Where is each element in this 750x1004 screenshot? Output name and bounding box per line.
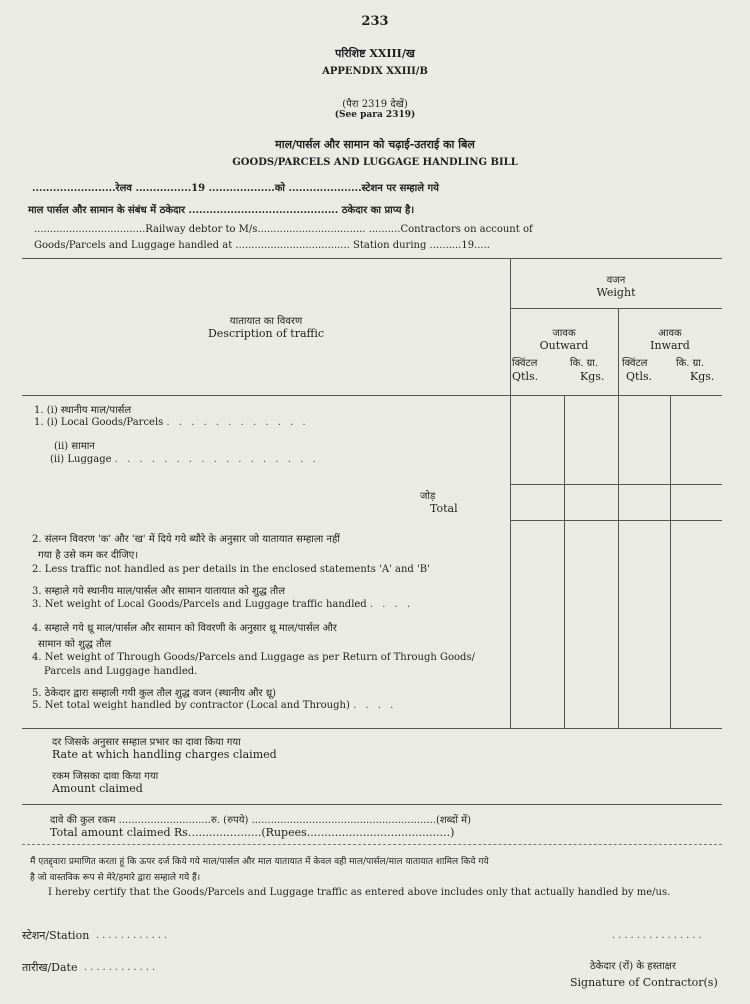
bill-title-hindi: माल/पार्सल और सामान को चढ़ाई-उतराई का बिल bbox=[275, 138, 475, 151]
weight-header-english: Weight bbox=[596, 286, 636, 299]
inward-header-english: Inward bbox=[650, 339, 690, 352]
inward-qtls-kgs-divider bbox=[670, 395, 671, 728]
row-net-through-hindi-2: सामान को शुद्ध तौल bbox=[38, 639, 112, 650]
inward-kgs-english: Kgs. bbox=[690, 370, 715, 383]
weight-header-rule bbox=[510, 308, 722, 309]
rate-label-english: Rate at which handling charges claimed bbox=[52, 748, 277, 761]
bill-title-english: GOODS/PARCELS AND LUGGAGE HANDLING BILL bbox=[232, 157, 518, 168]
inward-qtls-english: Qtls. bbox=[626, 370, 653, 383]
para-reference-hindi: (पैरा 2319 देखें) bbox=[342, 99, 408, 110]
total-bottom-rule bbox=[510, 520, 722, 521]
outward-header-hindi: जावक bbox=[552, 328, 576, 339]
inward-kgs-hindi: कि. ग्रा. bbox=[676, 358, 705, 369]
outward-inward-divider bbox=[618, 308, 619, 728]
description-header-hindi: यातायात का विवरण bbox=[229, 316, 303, 327]
row-less-traffic-hindi-2: गया है उसे कम कर दीजिए। bbox=[38, 550, 139, 561]
appendix-title-english: APPENDIX XXIII/B bbox=[322, 66, 428, 77]
claim-bottom-rule bbox=[22, 844, 722, 845]
outward-kgs-english: Kgs. bbox=[580, 370, 605, 383]
intro-line-hindi-2: माल पार्सल और सामान के संबंध में ठकेदार ........................................... ठकेदार का प्राप्य है। bbox=[28, 205, 415, 216]
inward-header-hindi: आवक bbox=[658, 328, 682, 339]
row-net-through-english-2: Parcels and Luggage handled. bbox=[44, 666, 198, 677]
certificate-english: I hereby certify that the Goods/Parcels and Luggage traffic as entered above includes only that actually handled by me/us. bbox=[48, 887, 671, 898]
row-net-through-hindi-1: 4. सम्हाले गये थ्रू माल/पार्सल और सामान को विवरणी के अनुसार थ्रू माल/पार्सल और bbox=[32, 623, 337, 634]
certificate-hindi-1: मैं एतद्द्वारा प्रमाणित करता हूं कि ऊपर दर्ज किये गये माल/पार्सल और माल यातायात में केवल वही माल/पार्सल/माल यातायात शामिल किये गये bbox=[30, 857, 489, 867]
row-local-goods-english: 1. (i) Local Goods/Parcels . . . . . . . . . . . . bbox=[34, 417, 309, 428]
description-header-english: Description of traffic bbox=[207, 327, 324, 340]
table-bottom-rule bbox=[22, 728, 722, 729]
amount-label-english: Amount claimed bbox=[52, 782, 143, 795]
para-reference-english: (See para 2319) bbox=[334, 110, 416, 120]
row-less-traffic-hindi-1: 2. संलग्न विवरण 'क' और 'ख' में दिये गये ब्यौरे के अनुसार जो यातायात सम्हाला नहीं bbox=[32, 534, 340, 545]
outward-qtls-hindi: क्विंटल bbox=[512, 358, 538, 369]
outward-header-english: Outward bbox=[539, 339, 589, 352]
row-net-total-english: 5. Net total weight handled by contractor (Local and Through) . . . . bbox=[32, 700, 397, 711]
row-net-through-english-1: 4. Net weight of Through Goods/Parcels and Luggage as per Return of Through Goods/ bbox=[32, 652, 475, 663]
signature-label-hindi: ठेकेदार (रों) के हस्ताक्षर bbox=[590, 961, 676, 972]
appendix-title-hindi: परिशिष्ट XXIII/ख bbox=[335, 47, 415, 60]
total-top-rule bbox=[510, 484, 722, 485]
intro-line-english-1: ...................................Railway debtor to M/s.................................. ..........Contractors on account of bbox=[34, 224, 533, 235]
station-label: स्टेशन/Station bbox=[22, 929, 90, 942]
outward-kgs-hindi: कि. ग्रा. bbox=[570, 358, 599, 369]
intro-line-hindi-1: ........................रेलव ................19 ...................को .....................स्टेशन पर सम्हाले गये bbox=[32, 183, 439, 194]
outward-qtls-english: Qtls. bbox=[512, 370, 539, 383]
row-total-hindi: जोड़ bbox=[420, 491, 436, 502]
total-claim-hindi: दावे की कुल रकम .............................रु. (रुपये) ..........................................................(शब्दों में) bbox=[50, 815, 471, 826]
row-net-local-english: 3. Net weight of Local Goods/Parcels and Luggage traffic handled . . . . bbox=[32, 599, 414, 610]
row-net-local-hindi: 3. सम्हाले गये स्थानीय माल/पार्सल और सामान यातायात को शुद्ध तौल bbox=[32, 586, 286, 597]
row-net-total-hindi: 5. ठेकेदार द्वारा सम्हाली गयी कुल तौल शुद्ध वजन (स्थानीय और थ्रू) bbox=[32, 688, 277, 699]
intro-line-english-2: Goods/Parcels and Luggage handled at .................................... Station during ..........19..... bbox=[34, 240, 490, 251]
row-luggage-hindi: (ii) सामान bbox=[54, 441, 95, 452]
inward-qtls-hindi: क्विंटल bbox=[622, 358, 648, 369]
signature-label-english: Signature of Contractor(s) bbox=[570, 976, 718, 989]
date-label: तारीख/Date bbox=[22, 961, 78, 974]
row-total-english: Total bbox=[430, 502, 458, 515]
outward-qtls-kgs-divider bbox=[564, 395, 565, 728]
weight-header-hindi: वजन bbox=[606, 275, 626, 286]
row-local-goods-hindi: 1. (i) स्थानीय माल/पार्सल bbox=[34, 405, 132, 416]
table-top-rule bbox=[22, 258, 722, 259]
rates-bottom-rule bbox=[22, 804, 722, 805]
table-header-bottom-rule bbox=[22, 395, 722, 396]
date-field: ............ bbox=[84, 962, 159, 973]
row-less-traffic-english: 2. Less traffic not handled as per details in the enclosed statements 'A' and 'B' bbox=[32, 564, 430, 575]
amount-label-hindi: रकम जिसका दावा किया गया bbox=[52, 771, 159, 782]
station-field: ............ bbox=[96, 930, 171, 941]
total-claim-english: Total amount claimed Rs.....................(Rupees.........................................) bbox=[50, 826, 455, 839]
certificate-hindi-2: है जो वास्तविक रूप से मेरे/हमारे द्वारा सम्हाले गये हैं। bbox=[30, 873, 201, 883]
signature-field: ............... bbox=[612, 930, 705, 941]
page-number: 233 bbox=[361, 14, 389, 29]
row-luggage-english: (ii) Luggage . . . . . . . . . . . . . . . . . bbox=[50, 454, 319, 465]
rate-label-hindi: दर जिसके अनुसार सम्हाल प्रभार का दावा किया गया bbox=[52, 737, 241, 748]
